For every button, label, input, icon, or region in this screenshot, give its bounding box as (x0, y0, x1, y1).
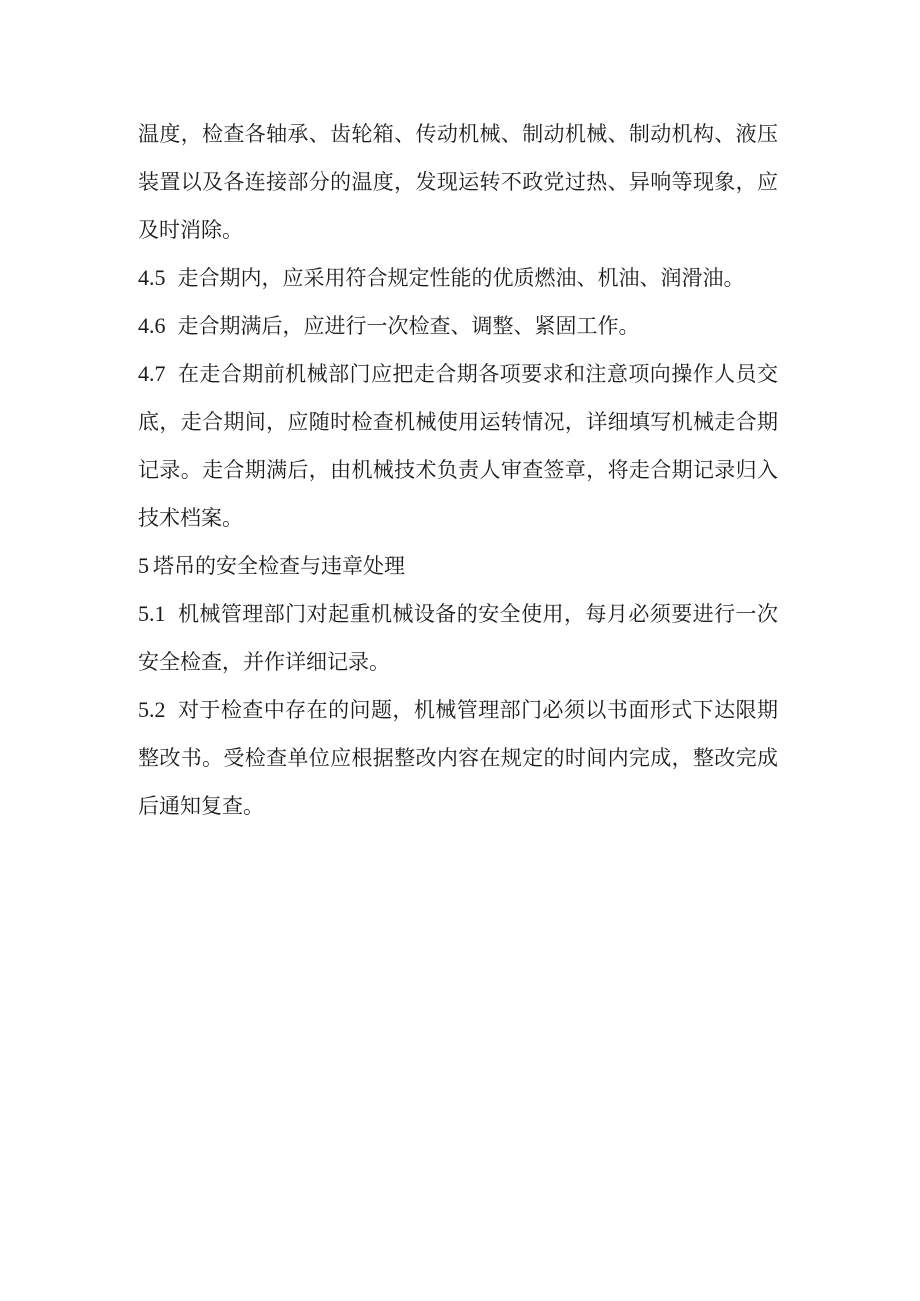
section-title: 塔吊的安全检查与违章处理 (153, 554, 405, 578)
paragraph-text: 走合期满后，应进行一次检查、调整、紧固工作。 (177, 314, 640, 338)
section-number: 5.2 (138, 697, 166, 722)
paragraph-text: 对于检查中存在的问题，机械管理部门必须以书面形式下达限期整改书。受检查单位应根据整改内容在规定的时间内完成，整改完成后通知复查。 (138, 698, 778, 818)
paragraph-4-5 (138, 254, 778, 302)
paragraph-4-6 (138, 302, 778, 350)
section-number: 4.5 (138, 265, 166, 290)
paragraph-text: 走合期内，应采用符合规定性能的优质燃油、机油、润滑油。 (177, 266, 745, 290)
section-number: 5.1 (138, 601, 166, 626)
section-number: 4.6 (138, 313, 166, 338)
paragraph-text: 温度，检查各轴承、齿轮箱、传动机械、制动机械、制动机构、液压装置以及各连接部分的温度，发现运转不政党过热、异响等现象，应及时消除。 (138, 122, 778, 242)
paragraph-text: 机械管理部门对起重机械设备的安全使用，每月必须要进行一次安全检查，并作详细记录。 (138, 602, 778, 674)
paragraph-4-7 (138, 350, 778, 542)
section-heading-5 (138, 542, 778, 590)
paragraph-continuation (138, 110, 778, 254)
paragraph-5-2 (138, 686, 778, 830)
paragraph-5-1 (138, 590, 778, 686)
paragraph-text: 在走合期前机械部门应把走合期各项要求和注意项向操作人员交底，走合期间，应随时检查机械使用运转情况，详细填写机械走合期记录。走合期满后，由机械技术负责人审查签章，将走合期记录归入技术档案。 (138, 362, 778, 530)
document-body (138, 110, 778, 830)
section-number: 4.7 (138, 361, 166, 386)
section-number: 5 (138, 553, 149, 578)
